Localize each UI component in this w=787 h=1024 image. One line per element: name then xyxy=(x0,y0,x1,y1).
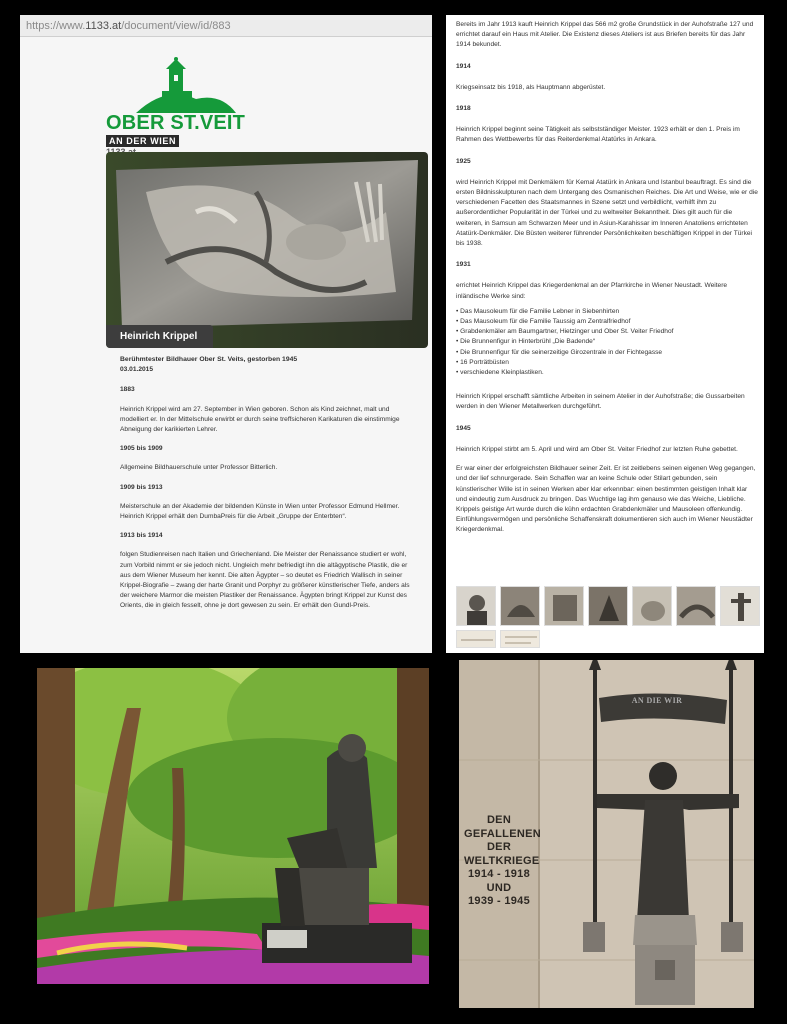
logo-subtitle: AN DER WIEN xyxy=(106,135,179,147)
inscription-line: GEFALLENEN xyxy=(464,827,541,840)
url-path: /document/view/id/883 xyxy=(121,20,231,32)
section-text: errichtet Heinrich Krippel das Kriegerdenkmal an der Pfarrkirche in Wiener Neustadt. Weitere inländische Werke sind: xyxy=(456,282,728,300)
war-memorial-photo xyxy=(459,660,754,1008)
memorial-banner-text: AN DIE WIR xyxy=(631,696,683,705)
inscription-line: 1914 - 1918 xyxy=(467,868,531,880)
gallery-thumbnail[interactable] xyxy=(544,586,584,626)
gallery-thumbnail[interactable] xyxy=(632,586,672,626)
works-list xyxy=(456,307,758,378)
year-heading: 1925 xyxy=(456,157,471,165)
inscription-line: DER xyxy=(486,841,512,853)
gallery-thumbnail[interactable] xyxy=(456,586,496,626)
gallery-thumbnail[interactable] xyxy=(720,586,760,626)
site-logo[interactable] xyxy=(106,55,256,155)
list-item: • 16 Porträtbüsten xyxy=(456,358,758,368)
hero-caption: Heinrich Krippel xyxy=(106,325,213,348)
section-text: Heinrich Krippel erschafft sämtliche Arbeiten in seinem Atelier in der Auhofstraße; die Gussarbeiten werden in den Wiener Metallwerken durchgeführt. xyxy=(456,393,745,411)
browser-page-left xyxy=(20,15,432,653)
section-text: Heinrich Krippel stirbt am 5. April und wird am Ober St. Veiter Friedhof zur letzten Ruhe gebettet. xyxy=(456,445,738,453)
gallery-thumbnail[interactable] xyxy=(588,586,628,626)
year-heading: 1913 bis 1914 xyxy=(120,532,163,540)
browser-page-right xyxy=(446,15,764,653)
year-heading: 1883 xyxy=(120,386,135,394)
article-body-right xyxy=(456,20,758,536)
inscription-line: DEN xyxy=(486,814,512,826)
section-text: Allgemeine Bildhauerschule unter Professor Bitterlich. xyxy=(120,464,278,472)
gallery-thumbnail[interactable] xyxy=(456,630,496,648)
inscription-line: 1939 - 1945 xyxy=(467,895,531,907)
list-item: • Die Brunnenfigur in Hinterbrühl „Die Badende“ xyxy=(456,337,758,347)
gallery-thumbnail[interactable] xyxy=(500,630,540,648)
year-heading: 1918 xyxy=(456,105,471,113)
section-text: Er war einer der erfolgreichsten Bildhauer seiner Zeit. Er ist zeitlebens seinen eigenen Weg gegangen, und der lief schnurgerade. Sein Schaffen war an keine Schule oder Stilart gebunden, sein künstlerischer Wille ist in seinen Werken aber klar erkennbar: einen bestimmten geistigen Inhalt klar und eindeutig zum Ausdruck zu bringen. Das Wuchtige lag ihm genauso wie das Weiche, Liebliche. Krippels geistige Art wurde durch die kühn erdachten Grabdenkmäler und Mausoleen offenkundig. Einfühlungsvermögen und persönliche Schaffenskraft dokumentieren sich auch im Wiener Neustädter Kriegerdenkmal. xyxy=(456,465,756,534)
article-headline: Berühmtester Bildhauer Ober St. Veits, gestorben 1945 xyxy=(120,356,298,363)
url-prefix: https://www. xyxy=(26,20,86,32)
list-item: • Grabdenkmäler am Baumgartner, Hietzinger und Ober St. Veiter Friedhof xyxy=(456,327,758,337)
section-text: wird Heinrich Krippel mit Denkmälern für Kemal Atatürk in Ankara und Istanbul beauftragt. Es sind die ersten Bildnisskulpturen nach dem Untergang des Osmanischen Reiches. Die Art und Weise, wie er die verschiedenen Facetten des Staatsmannes in Szene setzt und verbildlicht, verhilft ihm zu außerordentlicher Popularität in der Türkei und zu weltweiter Bekanntheit. Dies gilt auch für die weiteren, in Samsun am Schwarzen Meer und in Asiun-Karahissar im Inneren Anatoliens errichteten Atatürk-Denkmäler. Die Büsten weiterer führender Persönlichkeiten beschäftigen Krippel in der Türkei bis 1938. xyxy=(456,178,758,248)
gallery-thumbnail[interactable] xyxy=(676,586,716,626)
thumbnail-gallery xyxy=(456,586,760,648)
logo-brand: OBER ST.VEIT xyxy=(106,112,246,134)
hero-image[interactable] xyxy=(106,152,428,348)
section-text: Bereits im Jahr 1913 kauft Heinrich Krippel das 566 m2 große Grundstück in der Auhofstraße 127 und errichtet darauf ein Haus mit Atelier. Die Existenz dieses Ateliers ist aus Briefen bereits für das Jahr 1914 bekundet. xyxy=(456,21,754,49)
inscription-line: WELTKRIEGE xyxy=(464,854,540,867)
year-heading: 1914 xyxy=(456,62,471,70)
relief-sculpture-image xyxy=(106,152,428,348)
park-statue-image xyxy=(37,668,429,984)
section-text: Heinrich Krippel beginnt seine Tätigkeit als selbstständiger Meister. 1923 erhält er den 1. Preis im Rahmen des Wettbewerbs für das Reiterdenkmal Atatürks in Ankara. xyxy=(456,126,740,144)
year-heading: 1909 bis 1913 xyxy=(120,483,163,491)
address-bar[interactable] xyxy=(20,15,432,37)
gallery-thumbnail[interactable] xyxy=(500,586,540,626)
year-heading: 1945 xyxy=(456,424,471,432)
memorial-inscription xyxy=(464,814,541,909)
list-item: • verschiedene Kleinplastiken. xyxy=(456,368,758,378)
section-text: Meisterschule an der Akademie der bildenden Künste in Wien unter Professor Edmund Hellmer. Heinrich Krippel erhält den DumbaPreis für die Arbeit „Gruppe der Enterbten“. xyxy=(120,502,400,521)
list-item: • Die Brunnenfigur für die seinerzeitige Girozentrale in der Fichtegasse xyxy=(456,348,758,358)
year-heading: 1905 bis 1909 xyxy=(120,445,163,453)
inscription-line: UND xyxy=(486,881,512,894)
church-icon xyxy=(106,55,256,115)
section-text: Kriegseinsatz bis 1918, als Hauptmann abgerüstet. xyxy=(456,83,606,91)
ataturk-statue-photo xyxy=(37,668,429,984)
url-host: 1133.at xyxy=(85,20,122,32)
section-text: Heinrich Krippel wird am 27. September in Wien geboren. Schon als Kind zeichnet, malt und modelliert er. In der Mittelschule erwirbt er durch seine treffsicheren Karikaturen die einstimmige Abneigung der karikierten Lehrer. xyxy=(120,405,400,434)
year-heading: 1931 xyxy=(456,261,471,269)
article-date: 03.01.2015 xyxy=(120,366,154,374)
article-body-left xyxy=(120,355,414,612)
list-item: • Das Mausoleum für die Familie Lebner in Siebenhirten xyxy=(456,307,758,317)
list-item: • Das Mausoleum für die Familie Taussig am Zentralfriedhof xyxy=(456,317,758,327)
section-text: folgen Studienreisen nach Italien und Griechenland. Die Meister der Renaissance studiert er wohl, zum Vorbild nimmt er sie jedoch nicht. Ungleich mehr befriedigt ihn die altägyptische Plastik, die er aus dem Wiener Museum her kennt. Die alten Ägypter – so deutet es Friedrich Wallisch in seiner Krippel-Biografie – zwang der harte Granit und Porphyr zu größerer künstlerischer Tiefe, anders als der weichere Marmor die meisten Plastiker der Renaissance. Ägypten bringt Krippel zur Kunst des Orients, die in gleich fesselt, ohne je dort gewesen zu sein. Er erhält den Gundl-Preis. xyxy=(120,551,410,610)
